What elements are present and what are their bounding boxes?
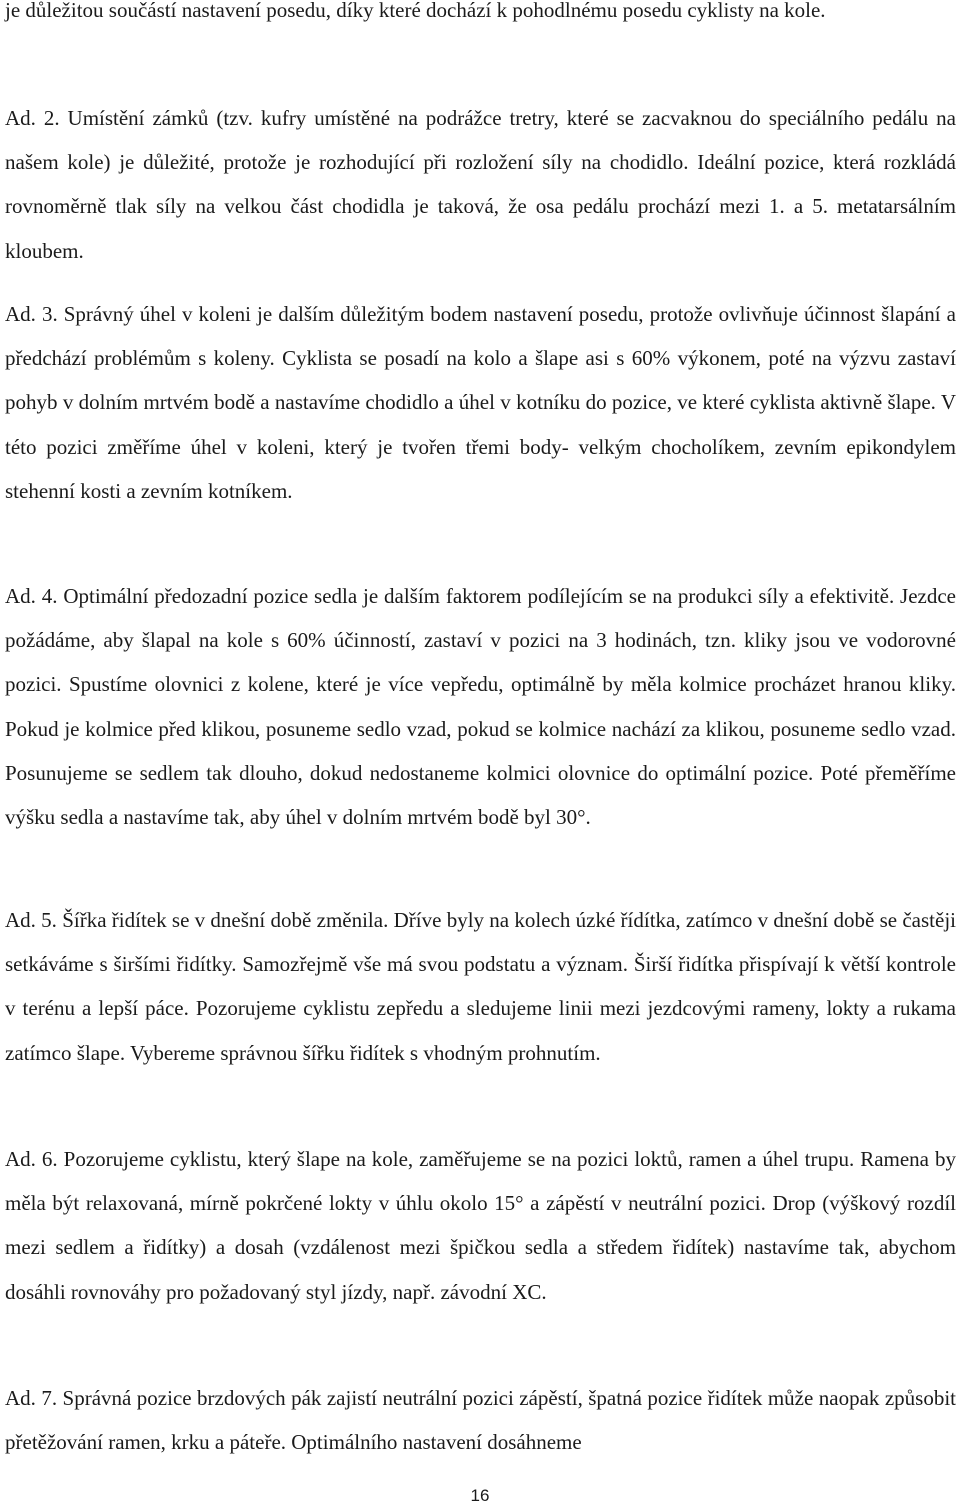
paragraph-cleat-position: Ad. 2. Umístění zámků (tzv. kufry umístěné na podrážce tretry, které se zacvaknou do speciálního pedálu na našem kole) je důležité, protože je rozhodující při rozložení síly na chodidlo. Ideální pozice, která rozkládá rovnoměrně tlak síly na velkou část chodidla je taková, že osa pedálu prochází mezi 1. a 5. metatarsálním kloubem.: [5, 106, 956, 263]
paragraph-upper-body-position: Ad. 6. Pozorujeme cyklistu, který šlape na kole, zaměřujeme se na pozici loktů, ramen a úhel trupu. Ramena by měla být relaxovaná, mírně pokrčené lokty v úhlu okolo 15° a zápěstí v neutrální pozici. Drop (výškový rozdíl mezi sedlem a řidítky) a dosah (vzdálenost mezi špičkou sedla a středem řidítek) nastavíme tak, abychom dosáhli rovnováhy pro požadovaný styl jízdy, např. závodní XC.: [5, 1147, 956, 1304]
paragraph-saddle-setback: Ad. 4. Optimální předozadní pozice sedla je dalším faktorem podílejícím se na produkci síly a efektivitě. Jezdce požádáme, aby šlapal na kole s 60% účinností, zastaví v pozici na 3 hodinách, tzn. kliky jsou ve vodorovné pozici. Spustíme olovnici z kolene, které je více vepředu, optimálně by měla kolmice procházet hranou kliky. Pokud je kolmice před klikou, posuneme sedlo vzad, pokud se kolmice nachází za klikou, posuneme sedlo vzad. Posunujeme se sedlem tak dlouho, dokud nedostaneme kolmici olovnice do optimální pozice. Poté přeměříme výšku sedla a nastavíme tak, aby úhel v dolním mrtvém bodě byl 30°.: [5, 584, 956, 830]
paragraph-knee-angle: Ad. 3. Správný úhel v koleni je dalším důležitým bodem nastavení posedu, protože ovlivňuje účinnost šlapání a předchází problémům s koleny. Cyklista se posadí na kolo a šlape asi s 60% výkonem, poté na výzvu zastaví pohyb v dolním mrtvém bodě a nastavíme chodidlo a úhel v kotníku do pozice, ve které cyklista aktivně šlape. V této pozici změříme úhel v koleni, který je tvořen třemi body- velkým chocholíkem, zevním epikondylem stehenní kosti a zevním kotníkem.: [5, 302, 956, 503]
page-number: 16: [470, 1486, 490, 1505]
paragraph-saddle-height-end: je důležitou součástí nastavení posedu, díky které dochází k pohodlnému posedu cyklisty na kole.: [5, 0, 826, 22]
paragraph-handlebar-width: Ad. 5. Šířka řidítek se v dnešní době změnila. Dříve byly na kolech úzké řídítka, zatímco v dnešní době se častěji setkáváme s širšími řidítky. Samozřejmě vše má svou podstatu a význam. Širší řidítka přispívají k větší kontrole v terénu a lepší páce. Pozorujeme cyklistu zepředu a sledujeme linii mezi jezdcovými rameny, lokty a rukama zatímco šlape. Vybereme správnou šířku řidítek s vhodným prohnutím.: [5, 908, 956, 1065]
paragraph-brake-levers: Ad. 7. Správná pozice brzdových pák zajistí neutrální pozici zápěstí, špatná pozice řidítek může naopak způsobit přetěžování ramen, krku a páteře. Optimálního nastavení dosáhneme: [5, 1386, 956, 1455]
